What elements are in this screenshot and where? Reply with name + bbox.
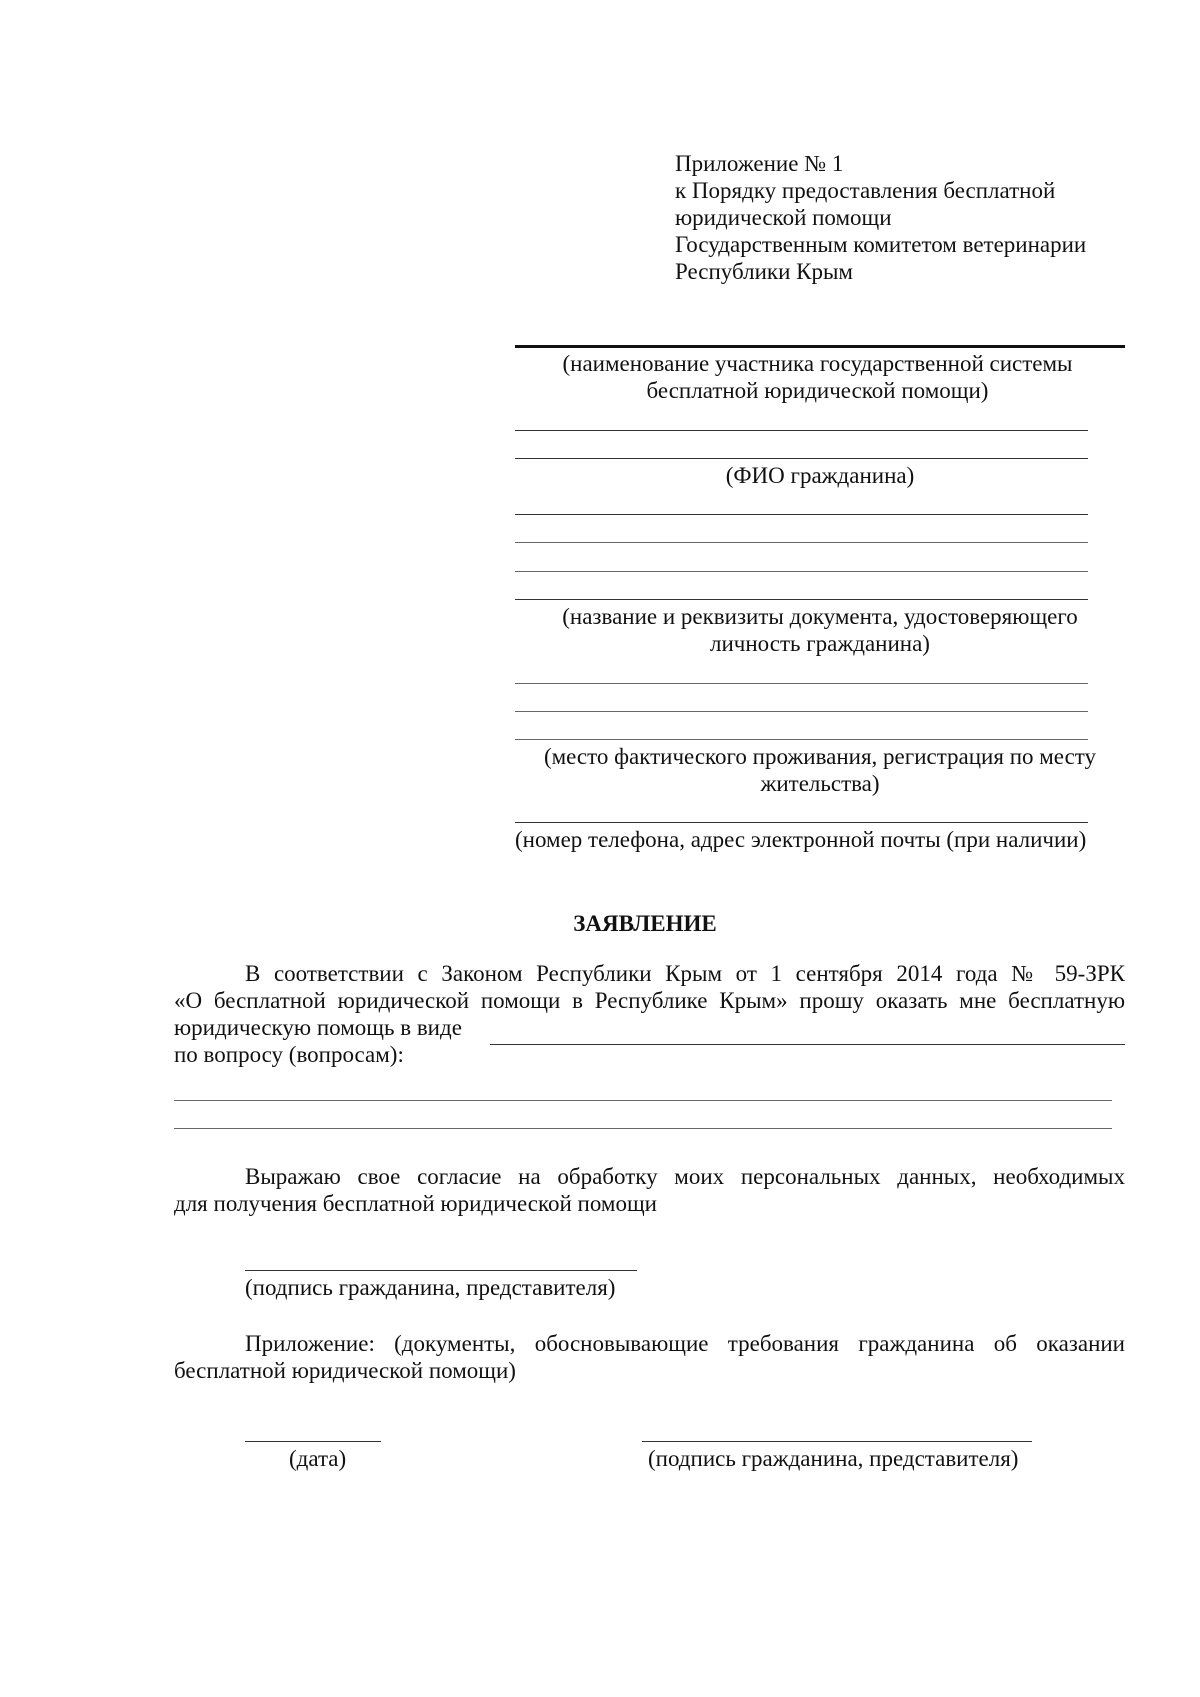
appendix-line-3: юридической помощи — [675, 205, 892, 230]
request-line-4: по вопросу (вопросам): — [174, 1042, 404, 1067]
signature-field-line[interactable] — [642, 1441, 1032, 1442]
fio-field-line-2[interactable] — [515, 458, 1088, 459]
aid-type-field-line[interactable] — [490, 1044, 1125, 1045]
consent-signature-label: (подпись гражданина, представителя) — [245, 1275, 616, 1300]
appendix-line-2: к Порядку предоставления бесплатной — [675, 178, 1056, 203]
request-line-1: В соответствии с Законом Республики Крым от 1 сентября 2014 года № 59-ЗРК — [245, 961, 1125, 986]
contacts-field-line[interactable] — [515, 822, 1088, 823]
id-doc-field-line-1[interactable] — [515, 514, 1088, 515]
request-line-2: «О бесплатной юридической помощи в Республике Крым» прошу оказать мне бесплатную — [174, 988, 1125, 1013]
request-line-3: юридическую помощь в виде — [174, 1015, 462, 1040]
fio-field-line-1[interactable] — [515, 430, 1088, 431]
participant-label-1: (наименование участника государственной системы — [562, 351, 1073, 376]
fio-label: (ФИО гражданина) — [725, 463, 915, 488]
residence-label-1: (место фактического проживания, регистрация по месту — [543, 744, 1097, 769]
participant-label-2: бесплатной юридической помощи) — [646, 378, 989, 403]
appendix-line-4: Государственным комитетом ветеринарии — [675, 232, 1087, 257]
id-doc-field-line-4[interactable] — [515, 599, 1088, 600]
residence-field-line-2[interactable] — [515, 711, 1088, 712]
id-doc-field-line-3[interactable] — [515, 571, 1088, 572]
id-doc-field-line-2[interactable] — [515, 542, 1088, 543]
participant-field-line[interactable] — [515, 345, 1125, 348]
question-field-line-2[interactable] — [174, 1128, 1112, 1129]
document-title: ЗАЯВЛЕНИЕ — [573, 911, 717, 936]
appendix-line-1: Приложение № 1 — [675, 151, 844, 176]
residence-field-line-3[interactable] — [515, 739, 1088, 740]
consent-signature-line[interactable] — [245, 1270, 637, 1271]
id-doc-label-2: личность гражданина) — [710, 631, 930, 656]
contacts-label: (номер телефона, адрес электронной почты (при наличии) — [515, 827, 1087, 852]
date-field-line[interactable] — [245, 1441, 381, 1442]
consent-line-2: для получения бесплатной юридической помощи — [174, 1191, 657, 1216]
signature-label: (подпись гражданина, представителя) — [648, 1446, 1019, 1471]
question-field-line-1[interactable] — [174, 1100, 1112, 1101]
id-doc-label-1: (название и реквизиты документа, удостоверяющего — [562, 604, 1078, 629]
residence-field-line-1[interactable] — [515, 683, 1088, 684]
residence-label-2: жительства) — [760, 771, 880, 796]
attachment-line-2: бесплатной юридической помощи) — [174, 1358, 516, 1383]
consent-line-1: Выражаю свое согласие на обработку моих персональных данных, необходимых — [245, 1164, 1125, 1189]
appendix-line-5: Республики Крым — [675, 259, 853, 284]
date-label: (дата) — [289, 1446, 347, 1471]
attachment-line-1: Приложение: (документы, обосновывающие требования гражданина об оказании — [245, 1331, 1125, 1356]
